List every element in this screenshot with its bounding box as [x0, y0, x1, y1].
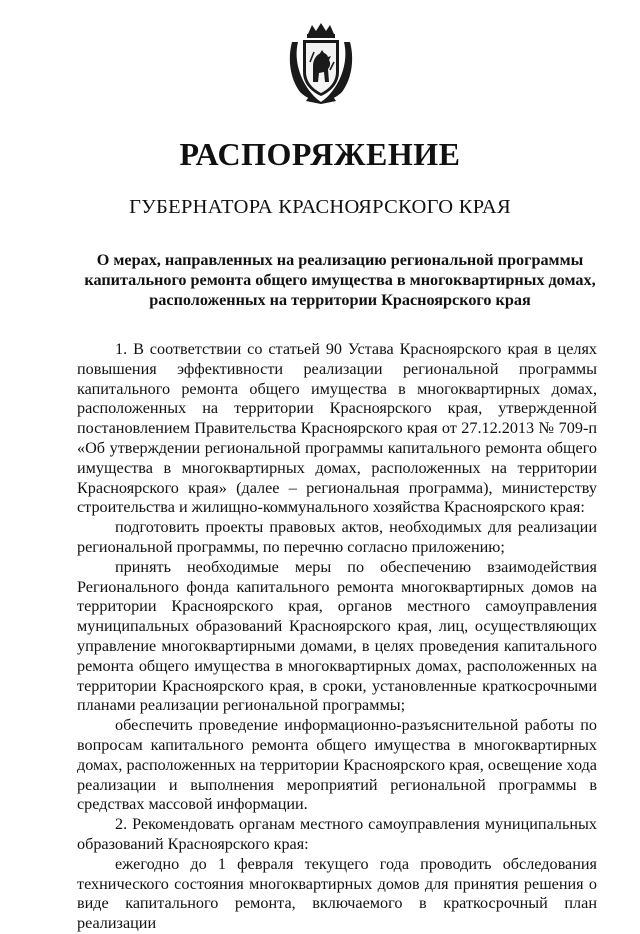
paragraph-1-item-measures: принять необходимые меры по обеспечению взаимодействия Регионального фонда капитального ремонта многоквартирных домов на территории Красноярского края, органов местного самоуправления муниципальных образований Красноярского края, лиц, осуществляющих управление многоквартирными домами, в целях проведения капитального ремонта общего имущества в многоквартирных домах, расположенных на территории Красноярского края, в сроки, установленные краткосрочными планами реализации региональной программы;: [77, 557, 597, 715]
paragraph-2-item-inspection: ежегодно до 1 февраля текущего года проводить обследования технического состояния многоквартирных домов для принятия решения о виде капитального ремонта, включаемого в краткосрочный план реализации: [77, 854, 597, 933]
document-body: [77, 340, 597, 934]
paragraph-2: 2. Рекомендовать органам местного самоуправления муниципальных образований Красноярского края:: [77, 815, 597, 853]
heading-line: капитального ремонта общего имущества в многоквартирных домах,: [84, 271, 596, 289]
heading-line: расположенных на территории Красноярского края: [149, 291, 531, 309]
paragraph-1: 1. В соответствии со статьей 90 Устава Красноярского края в целях повышения эффективности реализации региональной программы капитального ремонта общего имущества в многоквартирных домах, расположенных на территории Красноярского края, утвержденной постановлением Правительства Красноярского края от 27.12.2013 № 709-п «Об утверждении региональной программы капитального ремонта общего имущества в многоквартирных домах, расположенных на территории Красноярского края» (далее – региональная программа), министерству строительства и жилищно-коммунального хозяйства Красноярского края:: [77, 340, 597, 517]
heading-line: О мерах, направленных на реализацию региональной программы: [96, 251, 584, 269]
document-subtitle: ГУБЕРНАТОРА КРАСНОЯРСКОГО КРАЯ: [129, 196, 511, 218]
paragraph-1-item-information: обеспечить проведение информационно-разъяснительной работы по вопросам капитального ремонта общего имущества в многоквартирных домах, расположенных на территории Красноярского края, освещение хода реализации и выполнения мероприятий региональной программы в средствах массовой информации.: [77, 716, 597, 814]
document-heading: [70, 250, 610, 310]
paragraph-1-item-prepare: подготовить проекты правовых актов, необходимых для реализации региональной программы, по перечню согласно приложению;: [77, 518, 597, 556]
document-title: РАСПОРЯЖЕНИЕ: [179, 136, 461, 172]
coat-of-arms-icon: [286, 22, 356, 104]
